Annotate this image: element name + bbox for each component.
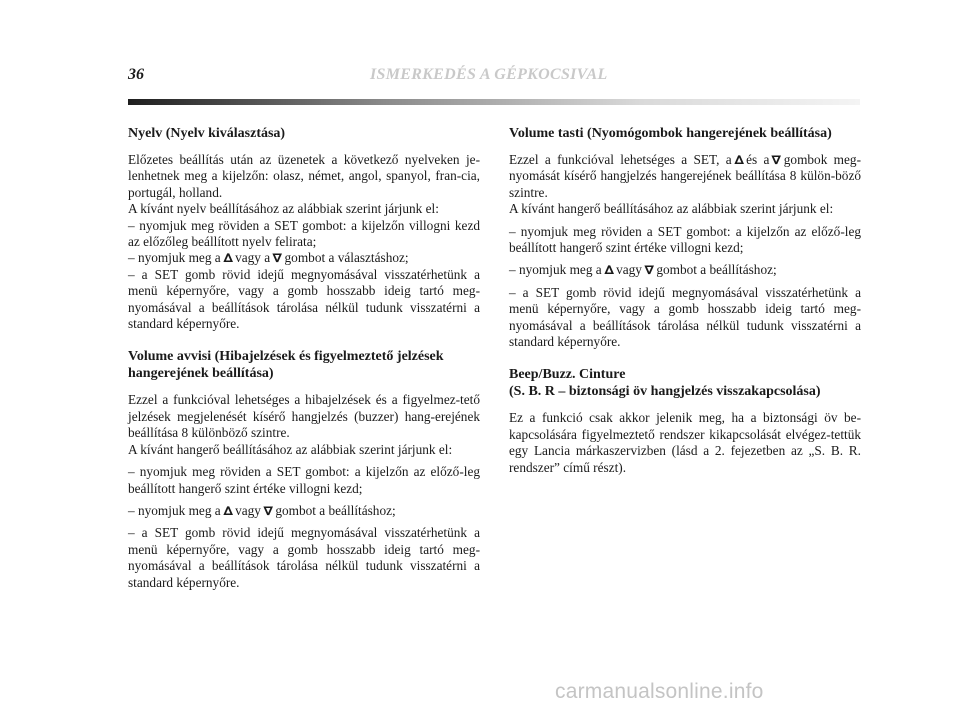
down-triangle-icon: ∇	[644, 263, 654, 278]
text-run: gombok meg-nyomását kísérő hangjelzés hangerejének beállítása 8 külön-böző szintre.	[509, 152, 862, 200]
section-heading: Nyelv (Nyelv kiválasztása)	[128, 126, 286, 141]
paragraph: A kívánt hangerő beállításához az alábbiak szerint járjunk el:	[509, 201, 834, 217]
up-triangle-icon: ∆	[223, 251, 233, 266]
text-run: Ezzel a funkcióval lehetséges a SET, a	[509, 152, 732, 167]
paragraph: Ez a funkció csak akkor jelenik meg, ha a biztonsági öv be-kapcsolására figyelmeztető rendszer kikapcsolását elvégez-tettük egy Lancia márkaszervizben (lásd a 2. fejezetben az „S. B. R. rendszer” című részt).	[509, 410, 861, 475]
running-head-title: ISMERKEDÉS A GÉPKOCSIVAL	[370, 66, 608, 83]
section-heading: Volume avvisi (Hibajelzések és figyelmeztető jelzések hangerejének beállítása)	[128, 349, 444, 382]
text-run: és a	[746, 152, 770, 167]
up-triangle-icon: ∆	[734, 153, 744, 167]
header-rule	[128, 99, 860, 105]
paragraph: – a SET gomb rövid idejű megnyomásával visszatérhetünk a menü képernyőre, vagy a gomb hosszabb ideig tartó meg-nyomásával a beállítások tárolása nélkül tudunk visszatérni a standard képernyőre.	[509, 284, 861, 350]
left-column	[128, 125, 480, 607]
paragraph	[128, 250, 480, 266]
text-run: – nyomjuk meg a	[128, 250, 221, 266]
section-seatbelt-beep	[509, 366, 861, 476]
right-column	[509, 125, 861, 492]
text-run: vagy a	[235, 250, 271, 266]
paragraph: Ezzel a funkcióval lehetséges a hibajelzések és a figyelmez-tető jelzések megjelenését kísérő hangjelzés (buzzer) hang-erejének beállítása 8 különböző szintre.	[128, 392, 480, 441]
up-triangle-icon: ∆	[223, 503, 233, 518]
watermark-text: carmanualsonline.info	[555, 680, 764, 703]
up-triangle-icon: ∆	[604, 263, 614, 278]
paragraph: A kívánt nyelv beállításához az alábbiak szerint járjunk el:	[128, 201, 439, 217]
section-warning-volume	[128, 348, 480, 590]
text-run: gombot a beállításhoz;	[656, 262, 777, 278]
paragraph: – nyomjuk meg röviden a SET gombot: a kijelzőn villogni kezd az előzőleg beállított nyelv felirata;	[128, 217, 480, 250]
paragraph: Előzetes beállítás után az üzenetek a következő nyelveken je-lenhetnek meg a kijelzőn: olasz, német, angol, spanyol, fran-cia, portugál, holland.	[128, 152, 480, 200]
paragraph: – nyomjuk meg röviden a SET gombot: a kijelzőn az előző-leg beállított hangerő szint értéke villogni kezd;	[509, 223, 861, 256]
section-language	[128, 125, 480, 332]
text-run: vagy	[235, 502, 261, 518]
text-run: gombot a választáshoz;	[284, 250, 409, 266]
down-triangle-icon: ∇	[771, 153, 782, 167]
paragraph: A kívánt hangerő beállításához az alábbiak szerint járjunk el:	[128, 441, 453, 457]
heading-line: (S. B. R – biztonsági öv hangjelzés visszakapcsolása)	[509, 384, 821, 400]
paragraph: – a SET gomb rövid idejű megnyomásával visszatérhetünk a menü képernyőre, vagy a gomb hosszabb ideig tartó meg-nyomásával a beállítások tárolása nélkül tudunk visszatérni a standard képernyőre.	[128, 525, 480, 590]
text-run: vagy	[616, 262, 642, 278]
text-run: – nyomjuk meg a	[509, 262, 602, 278]
down-triangle-icon: ∇	[263, 503, 273, 518]
heading-line: Beep/Buzz. Cinture	[509, 367, 626, 383]
paragraph: – nyomjuk meg röviden a SET gombot: a kijelzőn az előző-leg beállított hangerő szint értéke villogni kezd;	[128, 464, 480, 496]
paragraph	[128, 503, 480, 519]
section-heading	[509, 366, 861, 400]
paragraph	[509, 152, 861, 201]
down-triangle-icon: ∇	[272, 251, 283, 266]
page-number: 36	[128, 66, 144, 83]
section-button-volume	[509, 125, 861, 350]
section-heading: Volume tasti (Nyomógombok hangerejének beállítása)	[509, 126, 832, 141]
text-run: gombot a beállításhoz;	[275, 502, 396, 518]
paragraph: – a SET gomb rövid idejű megnyomásával visszatérhetünk a menü képernyőre, vagy a gomb hosszabb ideig tartó meg-nyomásával a beállítások tárolása nélkül tudunk visszatérni a standard képernyőre.	[128, 266, 480, 332]
text-run: – nyomjuk meg a	[128, 502, 221, 518]
paragraph	[509, 262, 861, 278]
